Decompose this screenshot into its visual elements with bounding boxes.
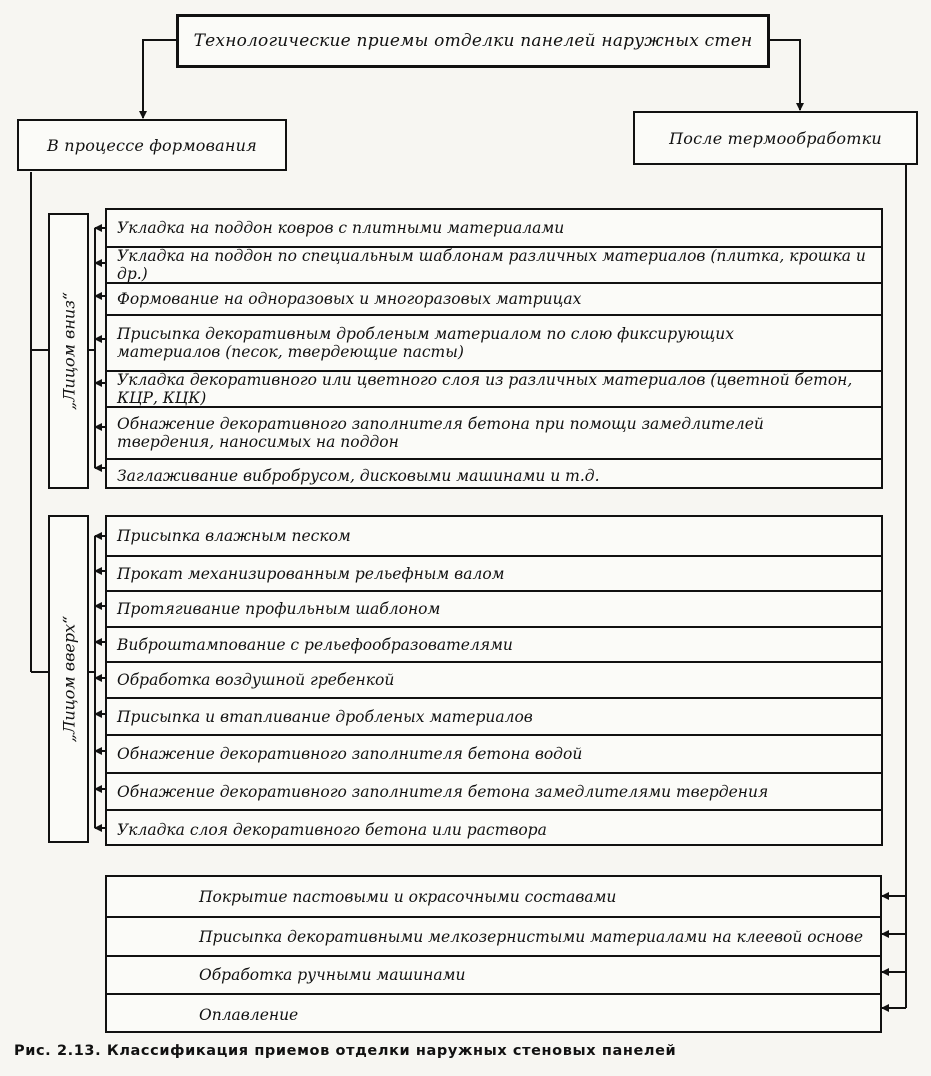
figure-caption: Рис. 2.13. Классификация приемов отделки наружных стеновых панелей xyxy=(14,1043,677,1059)
list-item: Обнажение декоративного заполнителя бетона при помощи замедлителей твердения, наносимых на поддон xyxy=(107,406,881,458)
list-item: Прокат механизированным рельефным валом xyxy=(107,555,881,590)
title-text: Технологические приемы отделки панелей наружных стен xyxy=(193,31,753,51)
list-item: Протягивание профильным шаблоном xyxy=(107,590,881,626)
face-up-label-box xyxy=(48,515,89,843)
list-item: Обработка ручными машинами xyxy=(107,955,880,993)
list-item: Покрытие пастовыми и окрасочными составами xyxy=(199,887,617,906)
list-item: Присыпка декоративным дробленым материалом по слою фиксирующих материалов (песок, твердеющие пасты) xyxy=(107,314,881,370)
face-down-label: „Лицом вниз“ xyxy=(59,291,78,411)
list-item: Укладка на поддон по специальным шаблонам различных материалов (плитка, крошка и др.) xyxy=(107,246,881,282)
title-box xyxy=(176,14,770,68)
face-up-list xyxy=(105,515,883,846)
face-down-label-box xyxy=(48,213,89,489)
list-item: Присыпка декоративными мелкозернистыми материалами на клеевой основе xyxy=(107,916,880,955)
list-item: Укладка декоративного или цветного слоя из различных материалов (цветной бетон, КЦР, КЦК) xyxy=(107,370,881,406)
after-list xyxy=(105,875,882,1033)
list-item: Присыпка и втапливание дробленых материалов xyxy=(107,697,881,734)
arrow-title-to-right xyxy=(770,40,800,110)
branch-right-text: После термообработки xyxy=(669,128,882,148)
branch-right-box xyxy=(633,111,918,165)
list-item: Обработка воздушной гребенкой xyxy=(107,661,881,697)
list-item: Обнажение декоративного заполнителя бетона замедлителями твердения xyxy=(107,772,881,809)
branch-left-box xyxy=(17,119,287,171)
list-item: Виброштампование с рельефообразователями xyxy=(107,626,881,661)
list-item: Укладка на поддон ковров с плитными материалами xyxy=(117,219,565,237)
list-item: Укладка слоя декоративного бетона или раствора xyxy=(107,809,881,848)
list-item: Формование на одноразовых и многоразовых матрицах xyxy=(107,282,881,314)
list-item: Заглаживание вибробрусом, дисковыми машинами и т.д. xyxy=(107,458,881,491)
list-item: Обнажение декоративного заполнителя бетона водой xyxy=(107,734,881,772)
branch-left-text: В процессе формования xyxy=(47,135,257,155)
list-item: Оплавление xyxy=(107,993,880,1035)
list-item: Присыпка влажным песком xyxy=(117,527,351,545)
face-up-label: „Лицом вверх“ xyxy=(59,615,78,743)
arrow-title-to-left xyxy=(143,40,176,118)
face-down-list xyxy=(105,208,883,489)
